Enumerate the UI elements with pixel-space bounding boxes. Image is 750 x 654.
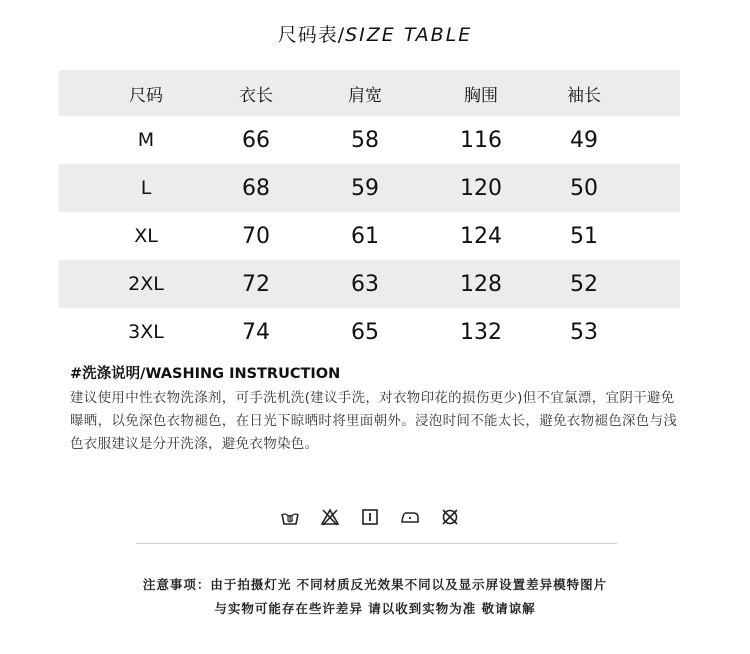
cell-size: L (140, 177, 152, 199)
cell-chest: 116 (460, 127, 502, 153)
table-row (59, 308, 680, 356)
cell-shoulder: 59 (351, 175, 379, 201)
cell-sleeve: 53 (570, 319, 598, 345)
table-row (59, 116, 680, 164)
header-sleeve: 袖长 (567, 85, 601, 106)
cell-sleeve: 52 (570, 271, 598, 297)
dry-flat-icon (360, 507, 380, 527)
cell-length: 66 (242, 127, 270, 153)
washing-heading: #洗涤说明/WASHING INSTRUCTION (70, 366, 341, 382)
cell-length: 74 (242, 319, 270, 345)
care-icons (280, 504, 470, 530)
cell-chest: 132 (460, 319, 502, 345)
cell-chest: 128 (460, 271, 502, 297)
notice-line-1: 注意事项：由于拍摄灯光 不同材质反光效果不同以及显示屏设置差异模特图片 (142, 577, 608, 592)
cell-sleeve: 49 (570, 127, 598, 153)
page-title (0, 20, 750, 47)
cell-shoulder: 58 (351, 127, 379, 153)
cell-size: M (137, 129, 155, 151)
cell-size: XL (134, 225, 158, 247)
table-header-row (59, 70, 680, 116)
table-row (59, 260, 680, 308)
iron-low-icon (400, 507, 420, 527)
cell-size: 2XL (128, 273, 164, 295)
cell-sleeve: 51 (570, 223, 598, 249)
cell-chest: 124 (460, 223, 502, 249)
hand-wash-icon (280, 507, 300, 527)
header-chest: 胸围 (464, 85, 498, 106)
washing-text: 建议使用中性衣物洗涤剂，可手洗机洗(建议手洗，对衣物印花的损伤更少)但不宜氯漂，宜阴干避免曝晒，以免深色衣物褪色，在日光下晾晒时将里面朝外。浸泡时间不能太长，避免衣物褪色深色与浅色衣服建议是分开洗涤，避免衣物染色。 (70, 390, 678, 452)
notice-line-2: 与实物可能存在些许差异 请以收到实物为准 敬请谅解 (214, 601, 536, 616)
table-row (59, 164, 680, 212)
cell-length: 68 (242, 175, 270, 201)
title-cn: 尺码表/ (277, 24, 346, 46)
cell-shoulder: 63 (351, 271, 379, 297)
cell-sleeve: 50 (570, 175, 598, 201)
size-table (59, 70, 680, 356)
header-shoulder: 肩宽 (348, 85, 382, 106)
title-en: SIZE TABLE (345, 24, 473, 46)
cell-chest: 120 (460, 175, 502, 201)
cell-length: 70 (242, 223, 270, 249)
no-bleach-icon (320, 507, 340, 527)
header-length: 衣长 (239, 85, 273, 106)
header-size: 尺码 (129, 85, 163, 106)
cell-size: 3XL (128, 321, 164, 343)
cell-shoulder: 61 (351, 223, 379, 249)
table-row (59, 212, 680, 260)
cell-shoulder: 65 (351, 319, 379, 345)
cell-length: 72 (242, 271, 270, 297)
no-dry-clean-icon (440, 507, 460, 527)
divider (136, 543, 617, 544)
